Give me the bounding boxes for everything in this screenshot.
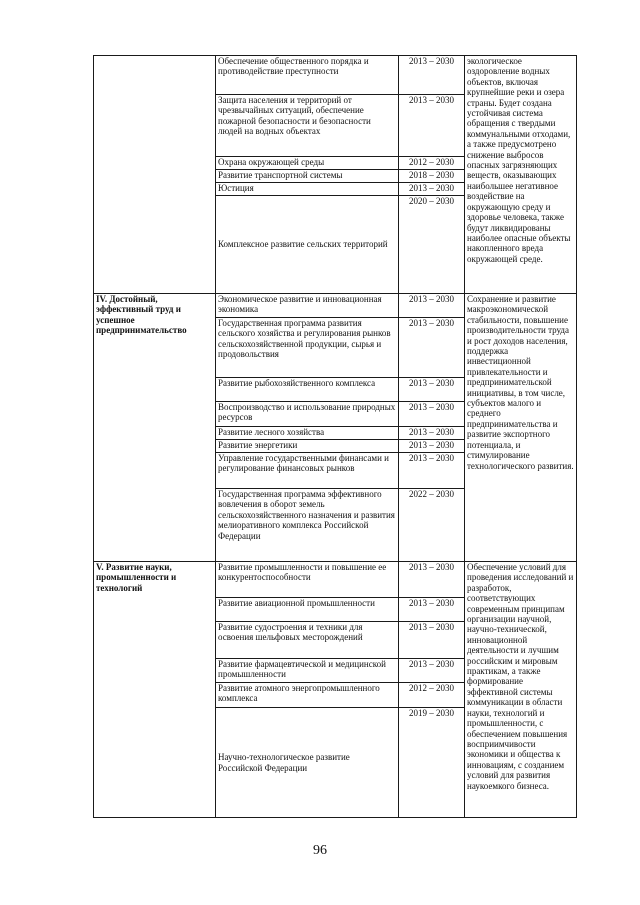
program-name: Государственная программа эффективного вовлечения в оборот земель сельскохозяйственного назначения и развития мелиоративного комплекса Российской Федерации [216, 489, 399, 562]
program-years: 2022 – 2030 [399, 489, 465, 562]
program-years: 2019 – 2030 [399, 708, 465, 818]
program-name: Обеспечение общественного порядка и противодействие преступности [216, 56, 399, 95]
program-name: Охрана окружающей среды [216, 157, 399, 170]
programs-table [93, 55, 577, 818]
program-years: 2013 – 2030 [399, 427, 465, 440]
table-row [94, 562, 577, 598]
program-years: 2013 – 2030 [399, 598, 465, 622]
program-years: 2020 – 2030 [399, 196, 465, 294]
program-years: 2013 – 2030 [399, 378, 465, 402]
section-description: экологическое оздоровление водных объектов, включая крупнейшие реки и озера страны. Будет создана устойчивая система обращения с твердыми коммунальными отходами, а также предусмотрено снижение выбросов опасных загрязняющих веществ, оказывающих наибольшее негативное воздействие на окружающую среду и здоровье человека, также будут ликвидированы наиболее опасные объекты накопленного вреда окружающей среде. [465, 56, 577, 294]
program-years: 2018 – 2030 [399, 170, 465, 183]
program-years: 2013 – 2030 [399, 56, 465, 95]
program-years: 2013 – 2030 [399, 318, 465, 378]
program-name: Развитие транспортной системы [216, 170, 399, 183]
program-years: 2013 – 2030 [399, 95, 465, 157]
program-years: 2013 – 2030 [399, 402, 465, 427]
program-name: Экономическое развитие и инновационная экономика [216, 294, 399, 318]
program-name: Развитие судостроения и техники для освоения шельфовых месторождений [216, 622, 399, 659]
program-name: Юстиция [216, 183, 399, 196]
section-description: Обеспечение условий для проведения исследований и разработок, соответствующих современным принципам организации научной, научно-технической, инновационной деятельности и лучшим российским и мировым практикам, а также формирование эффективной системы коммуникации в области науки, технологий и промышленности, с обеспечением повышения восприимчивости экономики и общества к инновациям, с созданием условий для развития наукоемкого бизнеса. [465, 562, 577, 818]
page-number: 96 [313, 843, 327, 858]
goal-cell: V. Развитие науки, промышленности и технологий [94, 562, 216, 818]
program-name: Управление государственными финансами и регулирование финансовых рынков [216, 453, 399, 489]
program-years: 2012 – 2030 [399, 683, 465, 708]
program-years: 2013 – 2030 [399, 183, 465, 196]
table-row [94, 294, 577, 318]
table-row [94, 56, 577, 95]
program-name: Государственная программа развития сельского хозяйства и регулирования рынков сельскохозяйственной продукции, сырья и продовольствия [216, 318, 399, 378]
program-name: Научно-технологическое развитие Российской Федерации [216, 708, 399, 818]
program-name: Комплексное развитие сельских территорий [216, 196, 399, 294]
program-years: 2013 – 2030 [399, 294, 465, 318]
section-description: Сохранение и развитие макроэкономической стабильности, повышение производительности труда и рост доходов населения, поддержка инвестиционной привлекательности и предпринимательской инициативы, в том числе, субъектов малого и среднего предпринимательства и развитие экспортного потенциала, и стимулирование технологического развития. [465, 294, 577, 562]
program-years: 2013 – 2030 [399, 659, 465, 683]
program-name: Защита населения и территорий от чрезвычайных ситуаций, обеспечение пожарной безопасности и безопасности людей на водных объектах [216, 95, 399, 157]
program-years: 2013 – 2030 [399, 622, 465, 659]
program-years: 2013 – 2030 [399, 440, 465, 453]
program-name: Развитие промышленности и повышение ее конкурентоспособности [216, 562, 399, 598]
goal-cell: IV. Достойный, эффективный труд и успешное предпринимательство [94, 294, 216, 562]
program-name: Развитие авиационной промышленности [216, 598, 399, 622]
program-name: Воспроизводство и использование природных ресурсов [216, 402, 399, 427]
program-name: Развитие атомного энергопромышленного комплекса [216, 683, 399, 708]
program-name: Развитие рыбохозяйственного комплекса [216, 378, 399, 402]
program-years: 2013 – 2030 [399, 562, 465, 598]
program-years: 2013 – 2030 [399, 453, 465, 489]
goal-cell [94, 56, 216, 294]
program-name: Развитие лесного хозяйства [216, 427, 399, 440]
program-name: Развитие энергетики [216, 440, 399, 453]
program-years: 2012 – 2030 [399, 157, 465, 170]
program-name: Развитие фармацевтической и медицинской промышленности [216, 659, 399, 683]
